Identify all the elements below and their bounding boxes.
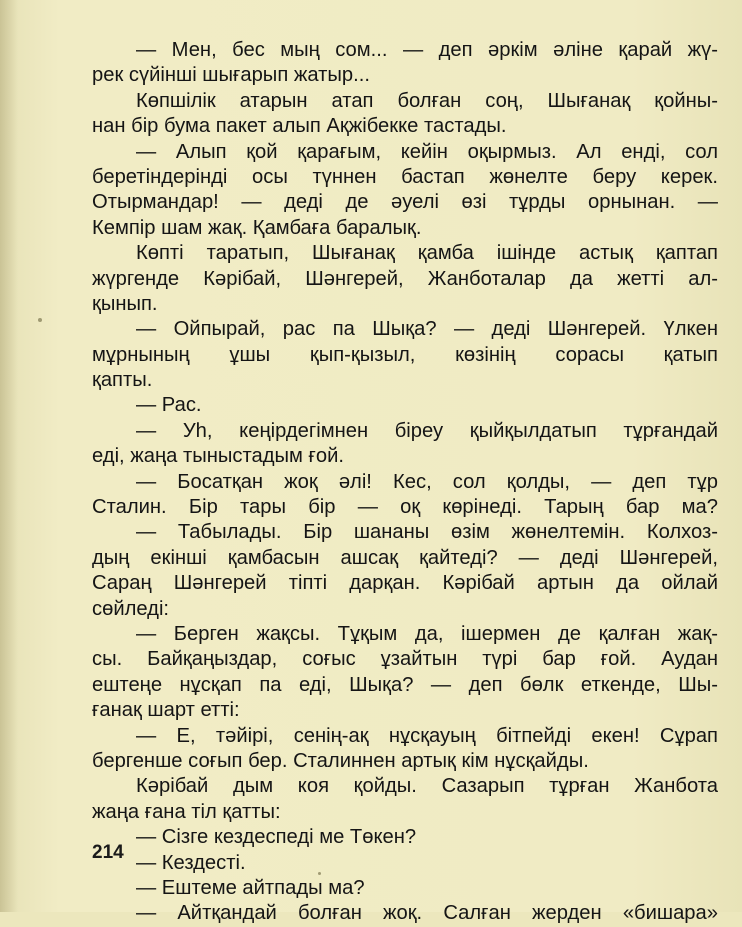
text-line: — Босатқан жоқ әлі! Кес, сол қолды, — деп тұр: [136, 470, 718, 493]
text-line: нан бір бума пакет алып Ақжібекке тастады.: [92, 115, 507, 138]
text-line: қапты.: [92, 369, 153, 392]
text-line: рек сүйінші шығарып жатыр...: [92, 64, 370, 87]
text-line: қынып.: [92, 292, 158, 315]
text-line: Сараң Шәнгерей тіпті дарқан. Кәрібай артын да ойлай: [92, 572, 718, 595]
text-line: мұрнының ұшы қып-қызыл, көзінің сорасы қатып: [92, 343, 718, 366]
paper-speck: [318, 872, 321, 875]
text-line: сы. Байқаңыздар, соғыс ұзайтын түрі бар ғой. Аудан: [92, 648, 718, 671]
text-line: Отырмандар! — деді де әуелі өзі тұрды орнынан. —: [92, 191, 718, 214]
text-line: ештеңе нұсқап па еді, Шықа? — деп бөлк еткенде, Шы-: [92, 673, 718, 696]
text-line: — Кездесті.: [136, 851, 246, 874]
text-line: Сталин. Бір тары бір — оқ көрінеді. Тарың бар ма?: [92, 496, 718, 519]
text-line: — Уһ, кеңірдегімнен біреу қыйқылдатып тұрғандай: [136, 419, 718, 442]
text-line: Кәрібай дым коя қойды. Сазарып тұрған Жанбота: [136, 775, 718, 798]
text-line: — Ойпырай, рас па Шықа? — деді Шәнгерей. Үлкен: [136, 318, 718, 341]
text-line: — Берген жақсы. Тұқым да, ішермен де қалған жақ-: [136, 622, 718, 645]
text-line: жүргенде Кәрібай, Шәнгерей, Жанботалар да жетті ал-: [92, 267, 718, 290]
page-number: 214: [92, 842, 124, 863]
text-line: Көпті таратып, Шығанақ қамба ішінде астық қаптап: [136, 242, 718, 265]
text-line: — Е, тәйірі, сенің-ақ нұсқауың бітпейді екен! Сұрап: [136, 724, 718, 747]
text-line: Кемпір шам жақ. Қамбаға баралық.: [92, 216, 422, 239]
text-line: еді, жаңа тыныстадым ғой.: [92, 445, 344, 468]
text-line: жаңа ғана тіл қатты:: [92, 800, 281, 823]
page-spine-shadow: [0, 0, 18, 912]
text-line: — Рас.: [136, 394, 202, 417]
text-line: сөйледі:: [92, 597, 170, 620]
text-line: Көпшілік атарын атап болған соң, Шығанақ қойны-: [136, 89, 718, 112]
text-line: дың екінші қамбасын ашсақ қайтеді? — деді Шәнгерей,: [92, 546, 718, 569]
text-line: ғанақ шарт етті:: [92, 699, 240, 722]
text-line: — Айтқандай болған жоқ. Салған жерден «бишара»: [136, 902, 718, 925]
text-line: — Сізге кездеспеді ме Төкен?: [136, 826, 417, 849]
text-line: — Ештеме айтпады ма?: [136, 876, 365, 899]
page-text-block: [92, 38, 718, 927]
text-line: бергенше соғып бер. Сталиннен артық кім нұсқайды.: [92, 749, 589, 772]
paper-speck: [38, 318, 42, 322]
text-line: беретіндерінді осы түннен бастап жөнелте беру керек.: [92, 165, 718, 188]
text-line: — Алып қой қарағым, кейін оқырмыз. Ал енді, сол: [136, 140, 718, 163]
text-line: — Табылады. Бір шананы өзім жөнелтемін. Колхоз-: [136, 521, 718, 544]
text-line: — Мен, бес мың сом... — деп әркім әліне қарай жү-: [136, 39, 718, 61]
